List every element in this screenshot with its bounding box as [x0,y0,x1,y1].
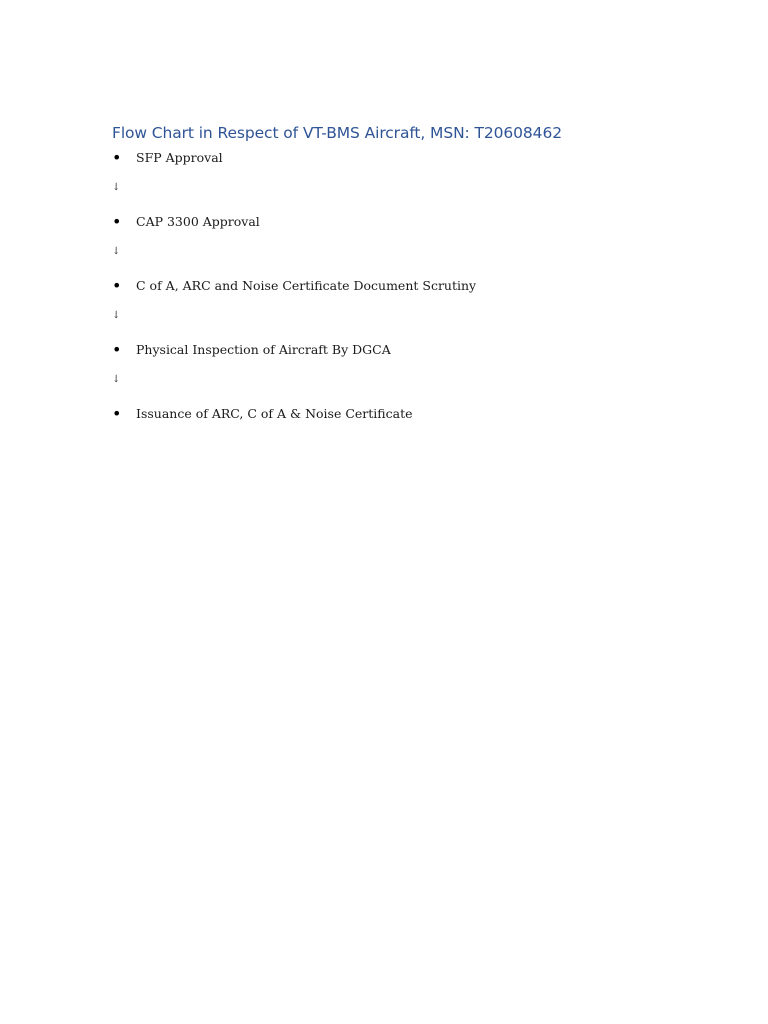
flow-step-label: C of A, ARC and Noise Certificate Document Scrutiny [136,278,477,293]
flow-step-label: CAP 3300 Approval [136,214,260,229]
flow-step-label: SFP Approval [136,150,223,165]
flow-connector [112,360,712,404]
bullet-icon: • [112,148,122,167]
flow-chart-list [112,148,712,424]
flow-connector [112,296,712,340]
down-arrow-icon: ↓ [112,310,121,321]
flow-step-label: Physical Inspection of Aircraft By DGCA [136,342,391,357]
flow-step-label: Issuance of ARC, C of A & Noise Certificate [136,406,413,421]
flow-connector [112,232,712,276]
flow-step-sfp-approval [112,148,712,168]
flow-step-physical-inspection [112,340,712,360]
bullet-icon: • [112,276,122,295]
down-arrow-icon: ↓ [112,374,121,385]
bullet-icon: • [112,340,122,359]
down-arrow-icon: ↓ [112,182,121,193]
flow-connector [112,168,712,212]
flow-step-issuance [112,404,712,424]
bullet-icon: • [112,404,122,423]
page-title: Flow Chart in Respect of VT-BMS Aircraft, MSN: T20608462 [112,124,562,142]
bullet-icon: • [112,212,122,231]
flow-step-cap-approval [112,212,712,232]
down-arrow-icon: ↓ [112,246,121,257]
flow-step-document-scrutiny [112,276,712,296]
